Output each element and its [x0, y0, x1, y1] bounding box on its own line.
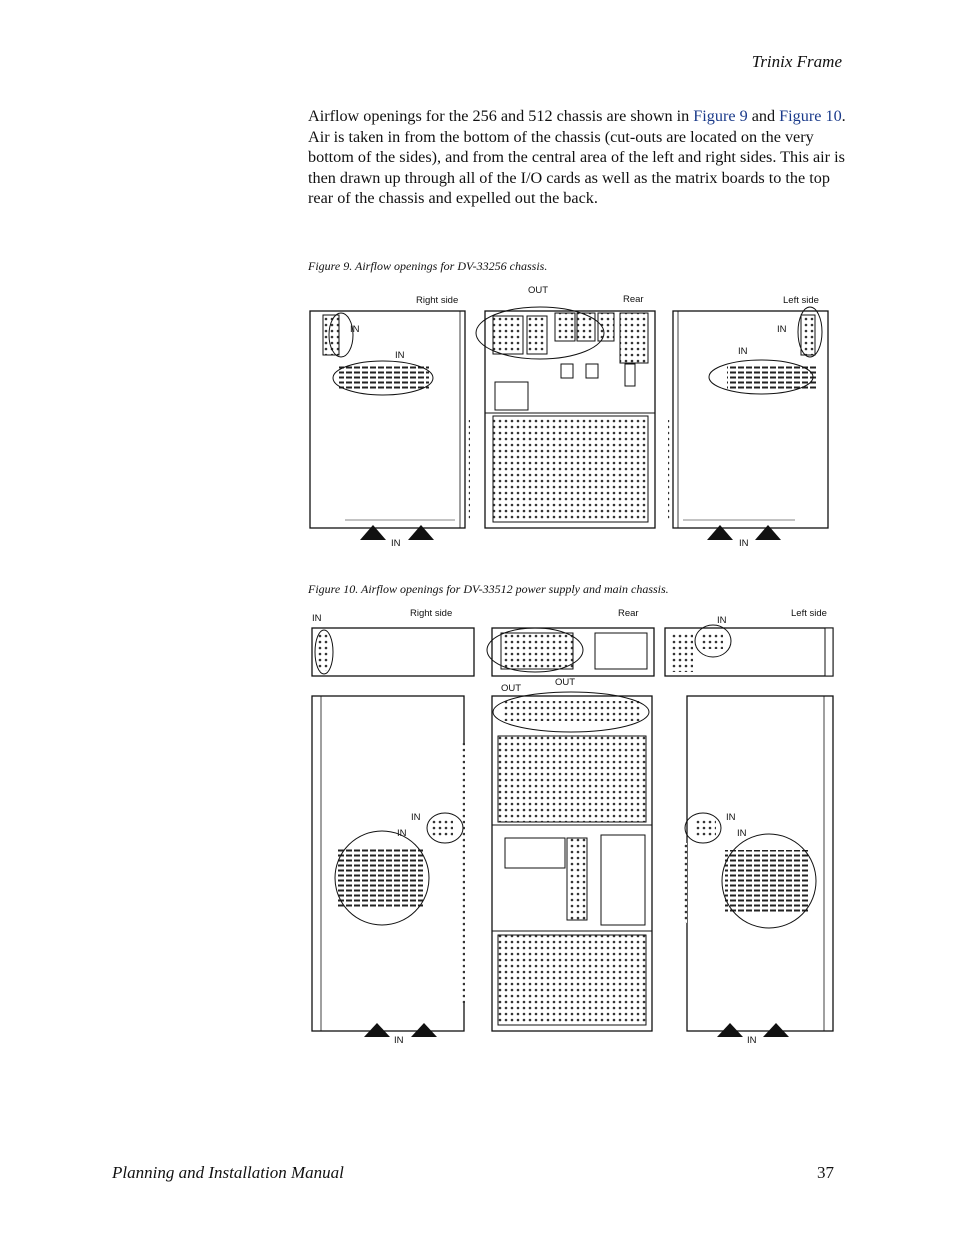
fig10-right-in-bottom: IN	[394, 1035, 404, 1046]
body-paragraph	[308, 106, 848, 209]
fig9-label-left-side: Left side	[783, 295, 819, 306]
running-header: Trinix Frame	[751, 52, 842, 71]
footer-manual-title: Planning and Installation Manual	[112, 1163, 344, 1182]
figure-9-diagram	[305, 280, 845, 552]
footer-page-number: 37	[817, 1163, 834, 1182]
fig10-label-in-top-left: IN	[717, 615, 727, 626]
fig10-label-right-side: Right side	[410, 608, 453, 619]
fig9-label-rear: Rear	[623, 294, 644, 305]
fig10-label-in-top-right: IN	[312, 613, 322, 624]
fig9-right-side-panel	[310, 311, 470, 528]
fig10-left-in-bottom: IN	[747, 1035, 757, 1046]
fig10-right-in-2: IN	[397, 828, 407, 839]
figure-10-diagram	[305, 603, 845, 1053]
fig9-right-in-mid: IN	[395, 350, 405, 361]
fig9-label-out: OUT	[528, 285, 549, 296]
fig10-main-right-side	[312, 696, 465, 1031]
fig9-right-in-bottom: IN	[391, 538, 401, 549]
fig10-label-rear: Rear	[618, 608, 639, 619]
figure-10-link[interactable]: Figure 10	[779, 107, 842, 125]
fig10-ps-right-side	[312, 628, 474, 676]
fig10-ps-rear	[487, 628, 654, 676]
fig10-left-in-2: IN	[737, 828, 747, 839]
body-text-2: and	[747, 107, 780, 125]
fig10-label-left-side: Left side	[791, 608, 827, 619]
fig10-label-out-2: OUT	[555, 677, 576, 688]
fig9-left-side-panel	[668, 307, 828, 528]
fig9-label-right-side: Right side	[416, 295, 459, 306]
figure-10-caption: Figure 10. Airflow openings for DV-33512 power supply and main chassis.	[308, 582, 669, 596]
fig10-label-out-1: OUT	[501, 683, 522, 694]
fig10-left-in-1: IN	[726, 812, 736, 823]
fig10-right-in-1: IN	[411, 812, 421, 823]
figure-9-link[interactable]: Figure 9	[693, 107, 748, 125]
body-text-3: . Air is taken in from the bottom of the chassis (cut-outs are located on the very bottom of the sides), and from the central area of the left and right sides. This air is then drawn up through all of the I/O cards as well as the matrix boards to the top rear of the chassis and expelled out the back.	[308, 107, 846, 207]
fig9-right-in-top: IN	[350, 324, 360, 335]
figure-9-caption: Figure 9. Airflow openings for DV-33256 chassis.	[308, 259, 548, 273]
fig10-main-rear	[492, 692, 652, 1031]
fig9-left-in-top: IN	[777, 324, 787, 335]
fig9-rear-panel	[476, 307, 655, 528]
fig9-left-in-bottom: IN	[739, 538, 749, 549]
fig10-main-left-side	[682, 696, 833, 1031]
fig9-left-in-mid: IN	[738, 346, 748, 357]
fig10-ps-left-side	[665, 625, 833, 676]
body-text-1: Airflow openings for the 256 and 512 chassis are shown in	[308, 107, 694, 125]
